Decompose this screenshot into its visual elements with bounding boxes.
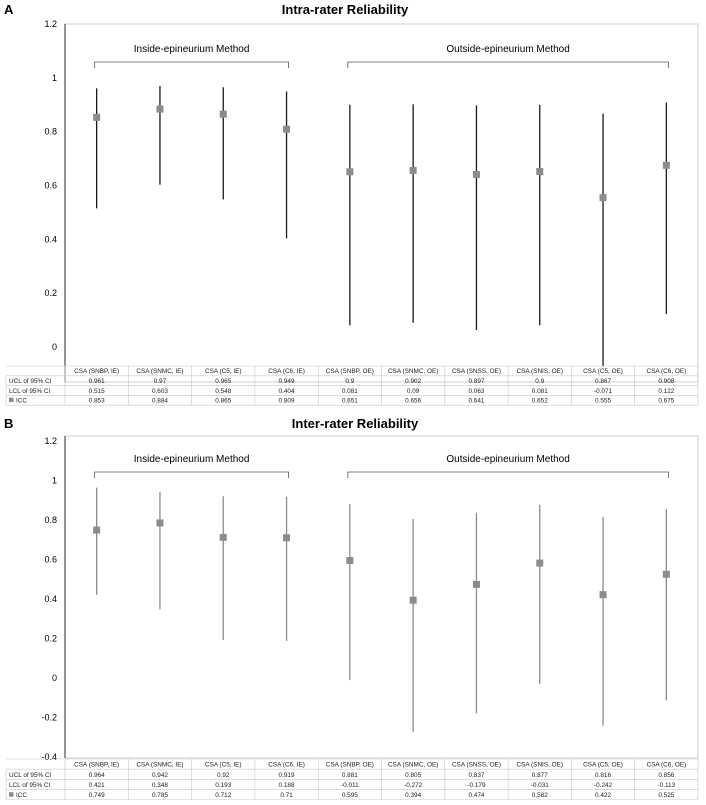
y-tick-label: 0.4	[44, 234, 57, 245]
y-tick-label: 0.4	[44, 594, 57, 604]
category-label: CSA (C6, OE)	[646, 368, 687, 376]
table-value: 0.9	[535, 378, 545, 385]
table-value: 0.09	[406, 387, 420, 395]
y-tick-label: 1	[51, 72, 57, 83]
row-label: LCL of 95% CI	[9, 782, 51, 789]
table-value: 0.474	[468, 792, 485, 800]
table-value: 0.548	[215, 387, 232, 395]
category-label: CSA (C5, IE)	[204, 368, 242, 376]
table-value: 0.652	[531, 397, 548, 405]
table-value: 0.348	[151, 782, 168, 789]
table-value: 0.193	[215, 782, 232, 789]
table-value: 0.884	[151, 397, 168, 405]
table-value: 0.856	[658, 771, 675, 779]
category-label: CSA (SNBP, IE)	[74, 368, 120, 376]
icc-marker	[410, 597, 417, 604]
table-value: 0.867	[595, 378, 612, 385]
table-value: 0.92	[217, 771, 230, 779]
row-label: ICC	[16, 792, 28, 800]
table-value: 0.881	[341, 771, 358, 779]
group-label: Inside-epineurium Method	[133, 44, 250, 55]
table-value: 0.404	[278, 387, 295, 395]
category-label: CSA (SNMC, OE)	[387, 368, 439, 376]
table-value: 0.749	[88, 792, 105, 800]
table-value: 0.805	[405, 771, 422, 779]
table-value: -0.272	[404, 782, 423, 789]
panel-b	[4, 416, 698, 800]
category-label: CSA (SNBP, OE)	[325, 761, 374, 769]
table-value: 0.063	[468, 387, 485, 395]
table-value: 0.422	[595, 792, 612, 800]
row-label: UCL of 95% CI	[9, 378, 52, 385]
icc-markers	[93, 519, 670, 603]
table-value: 0.641	[468, 397, 485, 405]
table-value: 0.122	[658, 387, 675, 395]
icc-markers	[93, 106, 670, 202]
icc-marker	[536, 560, 543, 567]
legend-swatch	[9, 398, 14, 403]
icc-marker	[283, 534, 290, 541]
y-tick-label: 0.2	[44, 633, 57, 644]
table-value: 0.949	[278, 378, 295, 385]
icc-marker	[93, 114, 100, 121]
table-value: 0.582	[531, 792, 548, 800]
icc-marker	[156, 106, 163, 113]
table-value: 0.651	[341, 397, 358, 405]
panel-a	[4, 2, 698, 405]
table-value: 0.081	[531, 387, 548, 395]
icc-marker	[600, 194, 607, 201]
category-label: CSA (C6, IE)	[268, 368, 305, 376]
y-tick-label: 0.8	[44, 126, 57, 137]
y-tick-label: -0.4	[41, 752, 57, 762]
table-value: 0.877	[531, 771, 548, 779]
data-table	[6, 759, 698, 800]
y-tick-label: -0.2	[41, 712, 57, 723]
error-bars	[97, 488, 667, 732]
category-label: CSA (SNBP, OE)	[325, 368, 374, 376]
y-tick-label: 1	[51, 475, 57, 486]
group-brackets	[95, 454, 669, 478]
table-value: 0.964	[88, 771, 105, 779]
category-label: CSA (C6, OE)	[646, 761, 687, 769]
category-label: CSA (SNSS, OE)	[451, 761, 501, 769]
table-value: 0.809	[278, 397, 295, 405]
icc-marker	[410, 167, 417, 174]
category-label: CSA (SNMC, IE)	[136, 761, 184, 769]
error-bars	[97, 86, 667, 366]
table-value: 0.394	[405, 792, 422, 800]
category-label: CSA (C5, IE)	[204, 761, 242, 769]
category-label: CSA (SNIS, OE)	[516, 761, 564, 769]
table-value: 0.712	[215, 792, 232, 800]
group-label: Outside-epineurium Method	[446, 44, 570, 55]
table-value: 0.515	[88, 387, 105, 395]
y-tick-label: 0	[51, 673, 57, 683]
table-value: 0.837	[468, 771, 485, 779]
y-tick-label: 1.2	[44, 19, 57, 29]
group-bracket	[348, 62, 668, 68]
group-bracket	[95, 472, 289, 478]
category-label: CSA (C5, OE)	[583, 761, 623, 769]
table-value: 0.595	[341, 792, 358, 800]
table-value: -0.011	[341, 782, 359, 789]
panel-letter: B	[4, 416, 14, 431]
icc-marker	[600, 591, 607, 598]
table-value: 0.71	[280, 792, 293, 800]
icc-marker	[663, 162, 670, 169]
table-value: 0.942	[151, 771, 168, 779]
category-label: CSA (SNMC, OE)	[387, 761, 439, 769]
y-tick-label: 0.6	[44, 554, 57, 565]
category-label: CSA (C6, IE)	[268, 761, 305, 769]
y-tick-label: 0.2	[44, 288, 57, 299]
legend-swatch	[9, 792, 14, 797]
row-label: LCL of 95% CI	[9, 387, 51, 395]
table-value: 0.9	[345, 378, 355, 385]
icc-marker	[346, 168, 353, 175]
icc-marker	[663, 571, 670, 578]
table-value: 0.785	[151, 792, 168, 800]
table-value: 0.603	[151, 387, 168, 395]
table-value: 0.897	[468, 378, 485, 385]
table-value: 0.97	[153, 378, 167, 385]
chart-title: Inter-rater Reliability	[291, 416, 419, 431]
table-value: -0.242	[593, 782, 613, 789]
row-label: ICC	[16, 397, 28, 405]
group-brackets	[95, 44, 669, 68]
row-label: UCL of 95% CI	[9, 771, 52, 779]
panel-letter: A	[4, 2, 14, 17]
category-label: CSA (C5, OE)	[583, 368, 623, 376]
y-tick-labels	[44, 19, 57, 352]
y-tick-label: 1.2	[44, 436, 57, 446]
y-tick-label: 0.8	[44, 515, 57, 525]
table-value: 0.961	[88, 378, 105, 385]
table-value: 0.908	[658, 378, 675, 385]
table-value: 0.421	[88, 782, 105, 789]
table-value: 0.865	[215, 397, 232, 405]
y-tick-label: 0	[51, 342, 57, 352]
table-value: 0.656	[405, 397, 422, 405]
table-value: 0.902	[405, 378, 422, 385]
category-label: CSA (SNIS, OE)	[516, 368, 564, 376]
group-label: Outside-epineurium Method	[446, 454, 570, 465]
table-value: -0.031	[530, 782, 549, 789]
icc-marker	[473, 171, 480, 178]
table-value: -0.071	[593, 387, 613, 395]
icc-marker	[220, 534, 227, 541]
icc-marker	[220, 111, 227, 118]
icc-marker	[283, 126, 290, 133]
y-tick-labels	[41, 436, 57, 762]
group-bracket	[95, 62, 289, 68]
table-value: 0.081	[341, 387, 358, 395]
category-label: CSA (SNSS, OE)	[451, 368, 501, 376]
table-value: 0.853	[88, 397, 105, 405]
table-value: 0.675	[658, 397, 675, 405]
icc-marker	[536, 168, 543, 175]
table-value: 0.188	[278, 782, 295, 789]
category-label: CSA (SNMC, IE)	[136, 368, 184, 376]
table-value: 0.965	[215, 378, 232, 385]
icc-marker	[346, 557, 353, 564]
table-value: -0.179	[467, 782, 486, 789]
table-value: 0.525	[658, 792, 675, 800]
table-value: 0.919	[278, 771, 295, 779]
data-table	[6, 366, 698, 405]
group-bracket	[348, 472, 668, 478]
icc-marker	[93, 527, 100, 534]
chart-title: Intra-rater Reliability	[281, 2, 409, 17]
table-value: 0.816	[595, 771, 612, 779]
icc-marker	[156, 519, 163, 526]
group-label: Inside-epineurium Method	[133, 454, 250, 465]
category-label: CSA (SNBP, IE)	[74, 761, 120, 769]
icc-marker	[473, 581, 480, 588]
y-tick-label: 0.6	[44, 180, 57, 191]
table-value: 0.555	[595, 397, 612, 405]
table-value: -0.113	[657, 782, 676, 789]
